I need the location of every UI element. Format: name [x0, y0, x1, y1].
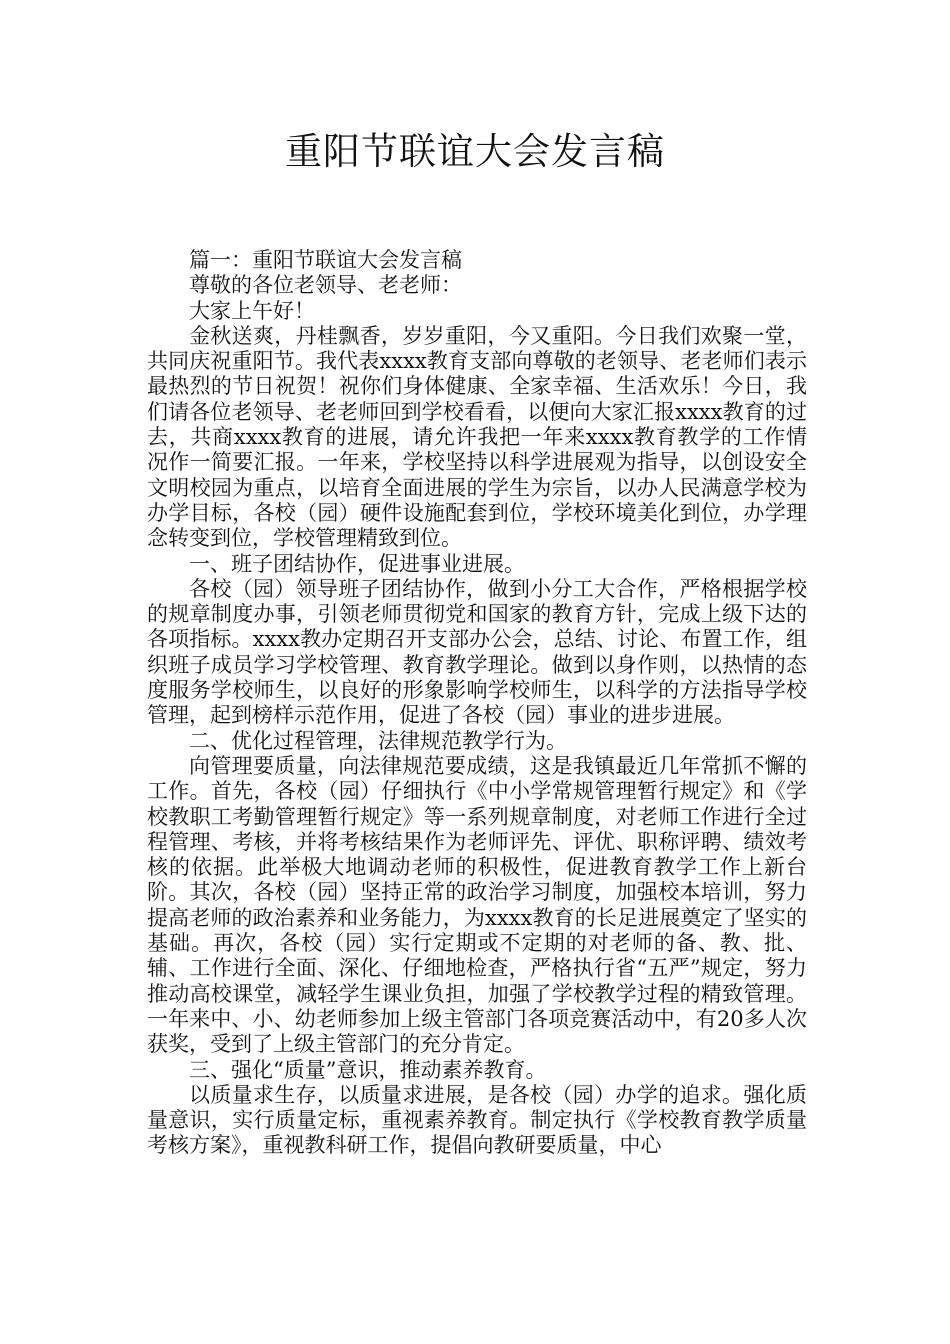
page-title: 重阳节联谊大会发言稿: [285, 130, 665, 173]
body-paragraph: 以质量求生存，以质量求进展，是各校（园）办学的追求。强化质量意识，实行质量定标，重视素养教育。制定执行《学校教育教学质量考核方案》，重视教科研工作，提倡向教研要质量，中心: [147, 1082, 807, 1158]
section-heading: 三、强化“质量”意识，推动素养教育。: [189, 1057, 547, 1082]
body-paragraph: 各校（园）领导班子团结协作，做到小分工大合作，严格根据学校的规章制度办事，引领老师贯彻党和国家的教育方针，完成上级下达的各项指标。xxxx教办定期召开支部办公会，总结、讨论、布置工作，组织班子成员学习学校管理、教育教学理论。做到以身作则，以热情的态度服务学校师生，以良好的形象影响学校师生，以科学的方法指导学校管理，起到榜样示范作用，促进了各校（园）事业的进步进展。: [147, 576, 807, 728]
greeting: 大家上午好！: [189, 298, 315, 323]
body-paragraph: 向管理要质量，向法律规范要成绩，这是我镇最近几年常抓不懈的工作。首先，各校（园）仔细执行《中小学常规管理暂行规定》和《学校教职工考勤管理暂行规定》等一系列规章制度，对老师工作进行全过程管理、考核，并将考核结果作为老师评先、评优、职称评聘、绩效考核的依据。此举极大地调动老师的积极性，促进教育教学工作上新台阶。其次，各校（园）坚持正常的政治学习制度，加强校本培训，努力提高老师的政治素养和业务能力，为xxxx教育的长足进展奠定了坚实的基础。再次，各校（园）实行定期或不定期的对老师的备、教、批、辅、工作进行全面、深化、仔细地检查，严格执行省“五严”规定，努力推动高校课堂，减轻学生课业负担，加强了学校教学过程的精致管理。一年来中、小、幼老师参加上级主管部门各项竞赛活动中，有20多人次获奖，受到了上级主管部门的充分肯定。: [147, 753, 807, 1057]
section-heading: 二、优化过程管理，法律规范教学行为。: [189, 728, 567, 753]
document-body: [147, 248, 807, 1159]
section-heading: 一、班子团结协作，促进事业进展。: [189, 551, 525, 576]
salutation: 尊敬的各位老领导、老老师：: [189, 273, 462, 298]
section-heading: 篇一：重阳节联谊大会发言稿: [189, 248, 462, 272]
body-paragraph: 金秋送爽，丹桂飘香，岁岁重阳，今又重阳。今日我们欢聚一堂，共同庆祝重阳节。我代表xxxx教育支部向尊敬的老领导、老老师们表示最热烈的节日祝贺！祝你们身体健康、全家幸福、生活欢乐！今日，我们请各位老领导、老老师回到学校看看，以便向大家汇报xxxx教育的过去，共商xxxx教育的进展，请允许我把一年来xxxx教育教学的工作情况作一简要汇报。一年来，学校坚持以科学进展观为指导，以创设安全文明校园为重点，以培育全面进展的学生为宗旨，以办人民满意学校为办学目标，各校（园）硬件设施配套到位，学校环境美化到位，办学理念转变到位，学校管理精致到位。: [147, 323, 807, 551]
